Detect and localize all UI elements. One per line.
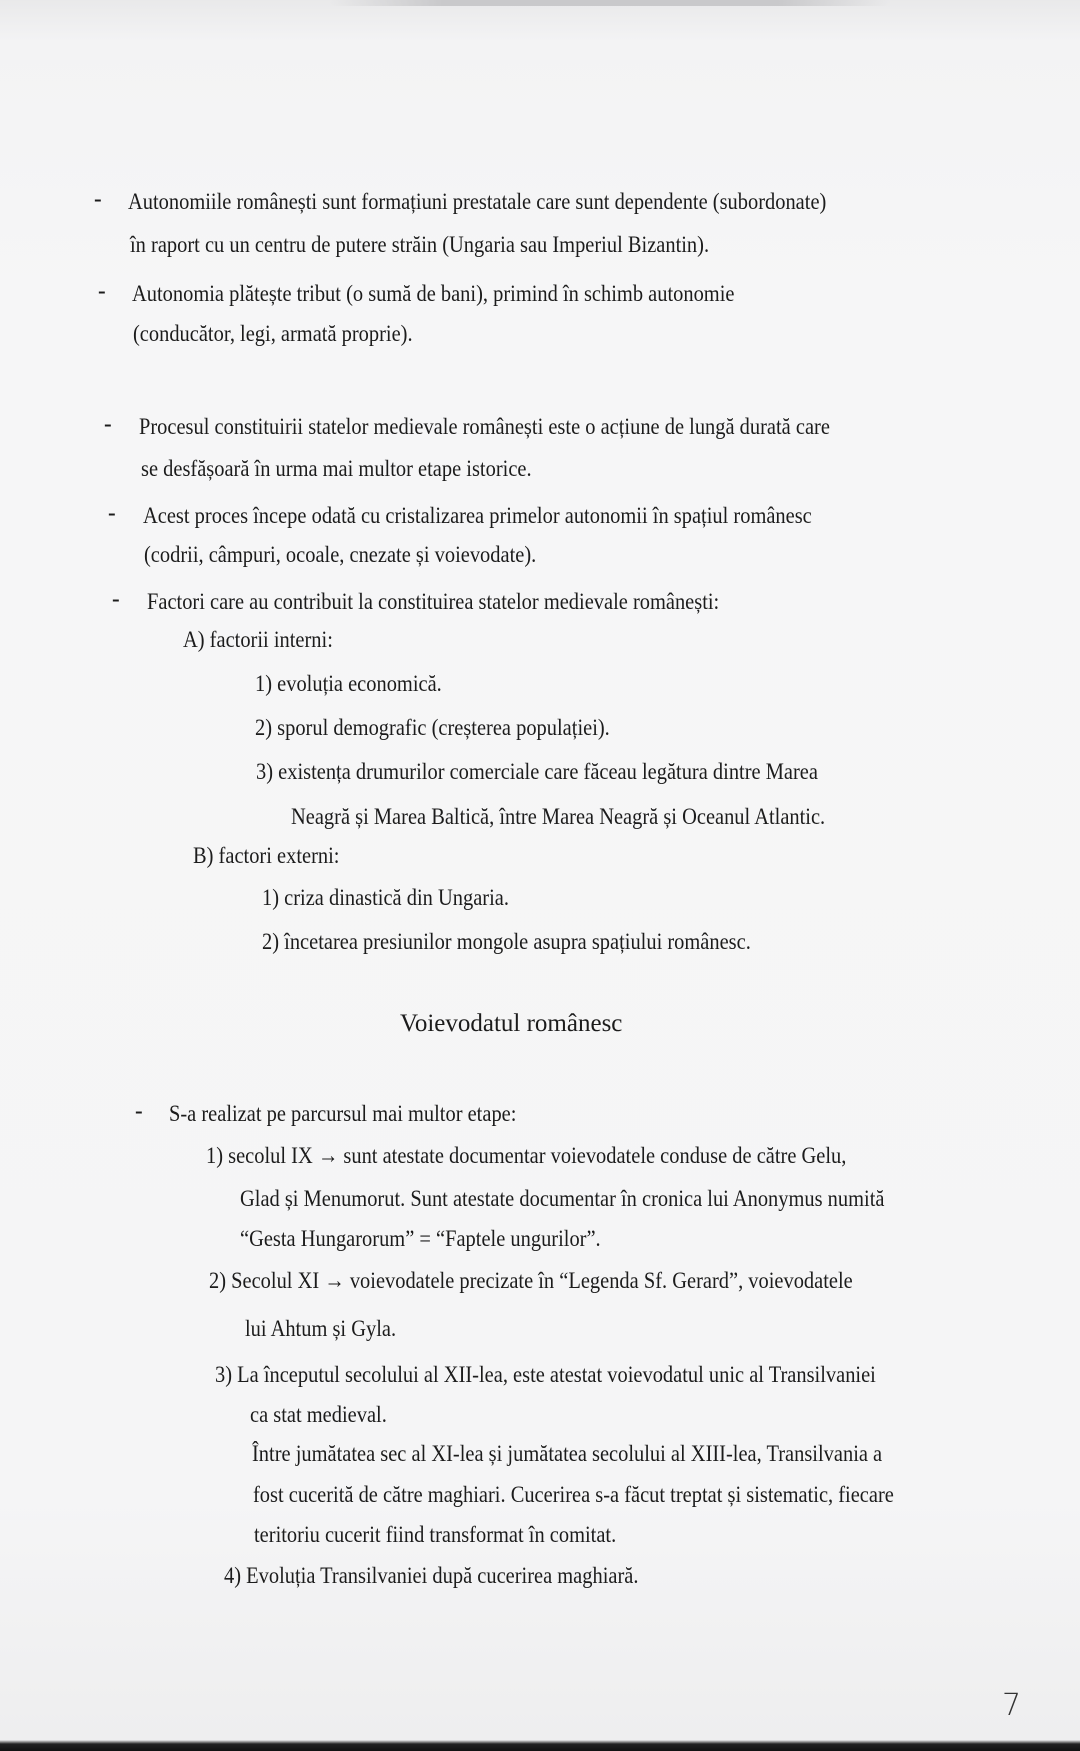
bullet-dash: - — [94, 186, 102, 211]
text-line: se desfășoară în urma mai multor etape istorice. — [141, 456, 532, 482]
list-item: 4) Evoluția Transilvaniei după cucerirea maghiară. — [224, 1563, 639, 1589]
bullet-dash: - — [104, 411, 112, 436]
text-line: (codrii, câmpuri, ocoale, cnezate și voievodate). — [144, 542, 537, 568]
list-item: 2) Secolul XI → voievodatele precizate în “Legenda Sf. Gerard”, voievodatele — [209, 1268, 853, 1294]
bullet-dash: - — [112, 586, 120, 611]
text-line: Autonomiile românești sunt formațiuni prestatale care sunt dependente (subordonate) — [128, 189, 827, 215]
list-item: 1) criza dinastică din Ungaria. — [262, 885, 509, 911]
factor-group-label: A) factorii interni: — [183, 627, 333, 653]
page-number: 7 — [1002, 1688, 1022, 1723]
list-item: 3) existența drumurilor comerciale care făceau legătura dintre Marea — [256, 759, 818, 785]
factor-group-label: B) factori externi: — [193, 843, 340, 869]
bullet-dash: - — [98, 278, 106, 303]
list-item: 3) La începutul secolului al XII-lea, este atestat voievodatul unic al Transilvaniei — [215, 1362, 876, 1388]
text-line: teritoriu cucerit fiind transformat în comitat. — [254, 1522, 617, 1548]
text-line: Factori care au contribuit la constituirea statelor medievale românești: — [147, 589, 720, 615]
text-line: “Gesta Hungarorum” = “Faptele ungurilor”. — [240, 1226, 601, 1252]
text-line: Între jumătatea sec al XI-lea și jumătatea secolului al XIII-lea, Transilvania a — [252, 1441, 883, 1467]
text-line: ca stat medieval. — [250, 1402, 387, 1428]
text-line: S-a realizat pe parcursul mai multor etape: — [169, 1101, 517, 1127]
bullet-dash: - — [135, 1098, 143, 1123]
list-item: 1) evoluția economică. — [255, 671, 442, 697]
section-title: Voievodatul românesc — [400, 1010, 623, 1037]
text-line: lui Ahtum și Gyla. — [245, 1316, 397, 1342]
list-item: 2) sporul demografic (creșterea populației). — [255, 715, 610, 741]
text-line: fost cucerită de către maghiari. Cucerirea s-a făcut treptat și sistematic, fiecare — [253, 1482, 894, 1508]
bullet-dash: - — [108, 500, 116, 525]
list-item: 1) secolul IX → sunt atestate documentar voievodatele conduse de către Gelu, — [206, 1143, 847, 1169]
text-line: Autonomia plătește tribut (o sumă de bani), primind în schimb autonomie — [132, 281, 735, 307]
text-line: (conducător, legi, armată proprie). — [133, 321, 413, 347]
text-line: Procesul constituirii statelor medievale românești este o acțiune de lungă durată care — [139, 414, 830, 440]
text-line: Glad și Menumorut. Sunt atestate documentar în cronica lui Anonymus numită — [240, 1186, 885, 1212]
list-item: 2) încetarea presiunilor mongole asupra spațiului românesc. — [262, 929, 751, 955]
text-line: Neagră și Marea Baltică, între Marea Neagră și Oceanul Atlantic. — [291, 804, 826, 830]
text-line: în raport cu un centru de putere străin (Ungaria sau Imperiul Bizantin). — [130, 232, 710, 258]
scan-edge — [330, 0, 890, 6]
text-line: Acest proces începe odată cu cristalizarea primelor autonomii în spațiul românesc — [143, 503, 812, 529]
